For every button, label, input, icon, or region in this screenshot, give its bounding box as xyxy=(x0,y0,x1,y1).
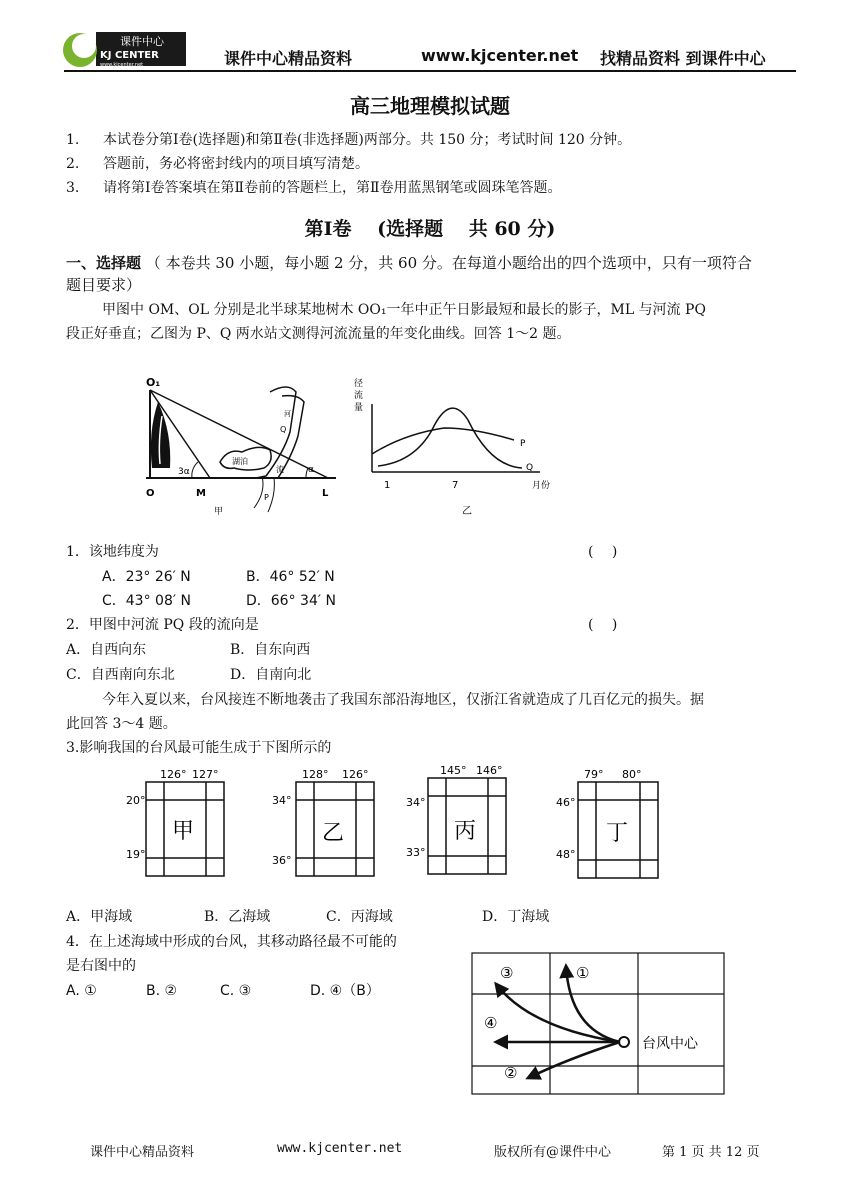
q2-stem: 2．甲图中河流 PQ 段的流向是 xyxy=(66,617,259,633)
yi-p: P xyxy=(520,439,526,449)
label-l: L xyxy=(322,488,329,499)
caption-yi: 乙 xyxy=(462,506,472,517)
grid-yi-lat2: 36° xyxy=(272,854,292,867)
figure-jia xyxy=(138,372,344,520)
header-rule xyxy=(64,70,796,72)
grid-jia-name: 甲 xyxy=(172,819,195,844)
header-left: 课件中心精品资料 xyxy=(224,49,353,68)
instruction-num-3: 3. xyxy=(66,180,80,196)
grid-yi-name: 乙 xyxy=(322,821,345,846)
label-q: Q xyxy=(280,425,287,434)
grid-bing-lat2: 33° xyxy=(406,846,426,859)
q2-option-c: C．自西南向东北 xyxy=(66,667,175,683)
grid-yi-lat1: 34° xyxy=(272,794,292,807)
footer-left: 课件中心精品资料 xyxy=(90,1145,195,1160)
grid-bing-top1: 145° xyxy=(440,764,467,777)
path-2-label: ② xyxy=(504,1064,518,1082)
label-lake: 湖泊 xyxy=(232,457,248,466)
q4-option-c: C. ③ xyxy=(220,983,252,999)
instruction-text-3: 请将第Ⅰ卷答案填在第Ⅱ卷前的答题栏上，第Ⅱ卷用蓝黑钢笔或圆珠笔答题。 xyxy=(103,180,562,196)
caption-jia: 甲 xyxy=(214,507,224,517)
logo-text: 课件中心 xyxy=(120,35,164,48)
yi-ylabel-1: 径 xyxy=(354,379,364,389)
q4-option-d: D. ④（B） xyxy=(310,983,380,999)
label-a: α xyxy=(308,465,314,475)
passage-1-line-1: 甲图中 OM、OL 分别是北半球某地树木 OO₁一年中正午日影最短和最长的影子，ML 与河流 PQ xyxy=(102,302,706,318)
section-heading: 第Ⅰ卷 (选择题 共 60 分) xyxy=(304,218,556,240)
yi-ylabel-3: 量 xyxy=(354,403,364,413)
label-m: M xyxy=(196,488,206,499)
q4-option-b: B. ② xyxy=(146,983,178,999)
typhoon-path-figure xyxy=(470,950,726,1096)
q3-option-b: B．乙海域 xyxy=(204,909,271,925)
label-p: P xyxy=(264,493,269,502)
grid-bing-lat1: 34° xyxy=(406,796,426,809)
typhoon-center-label: 台风中心 xyxy=(642,1036,698,1052)
q1-option-c: C．43° 08′ N xyxy=(102,593,191,609)
footer-copyright: 版权所有@课件中心 xyxy=(494,1145,612,1160)
part-description: （ 本卷共 30 小题，每小题 2 分，共 60 分。在每道小题给出的四个选项中，只有一项符合 xyxy=(145,254,752,272)
label-o1: O₁ xyxy=(146,376,161,389)
q1-stem: 1．该地纬度为 xyxy=(66,544,159,560)
path-4-label: ④ xyxy=(484,1014,498,1032)
grid-ding-top1: 79° xyxy=(584,768,604,781)
grid-yi-top1: 128° xyxy=(302,768,329,781)
q2-bracket: ( ) xyxy=(588,617,618,633)
grid-ding-top2: 80° xyxy=(622,768,642,781)
logo-url: www.kjcenter.net xyxy=(100,62,144,68)
q1-option-a: A．23° 26′ N xyxy=(102,569,191,585)
q3-grids xyxy=(120,760,680,888)
q3-option-a: A．甲海域 xyxy=(66,909,133,925)
figure-yi xyxy=(354,374,564,520)
label-river: 河 xyxy=(284,410,291,418)
q4-option-a: A. ① xyxy=(66,983,97,999)
yi-ylabel-2: 流 xyxy=(354,391,364,401)
instruction-num-2: 2. xyxy=(66,156,80,172)
instruction-text-2: 答题前，务必将密封线内的项目填写清楚。 xyxy=(103,156,369,172)
grid-jia-top1: 126° xyxy=(160,768,187,781)
q2-option-b: B．自东向西 xyxy=(230,642,311,658)
grid-ding-lat2: 48° xyxy=(556,848,576,861)
passage-2-line-1: 今年入夏以来，台风接连不断地袭击了我国东部沿海地区，仅浙江省就造成了几百亿元的损失。据 xyxy=(102,692,704,708)
page-title: 高三地理模拟试题 xyxy=(350,94,510,118)
q3-stem: 3.影响我国的台风最可能生成于下图所示的 xyxy=(66,740,332,756)
q2-option-a: A．自西向东 xyxy=(66,642,147,658)
header-site: www.kjcenter.net xyxy=(421,46,579,65)
header-right: 找精品资料 到课件中心 xyxy=(600,49,766,68)
q4-stem-line-2: 是右图中的 xyxy=(66,958,136,974)
part-label: 一、选择题 xyxy=(66,254,142,272)
q1-option-b: B．46° 52′ N xyxy=(246,569,335,585)
label-o: O xyxy=(146,488,155,499)
q1-option-d: D．66° 34′ N xyxy=(246,593,336,609)
q3-option-d: D．丁海域 xyxy=(482,909,550,925)
grid-ding-name: 丁 xyxy=(606,821,629,846)
logo xyxy=(58,28,188,70)
grid-bing-name: 丙 xyxy=(454,819,477,844)
grid-ding-lat1: 46° xyxy=(556,796,576,809)
instruction-num-1: 1. xyxy=(66,132,80,148)
yi-q: Q xyxy=(526,463,534,473)
label-3a: 3α xyxy=(178,467,190,477)
grid-jia-top2: 127° xyxy=(192,768,219,781)
footer-page-number: 第 1 页 共 12 页 xyxy=(662,1145,760,1160)
grid-bing-top2: 146° xyxy=(476,764,503,777)
grid-yi xyxy=(272,768,374,876)
q4-stem-line-1: 4．在上述海域中形成的台风，其移动路径最不可能的 xyxy=(66,934,397,950)
logo-sub: KJ CENTER xyxy=(100,50,159,61)
instruction-text-1: 本试卷分第Ⅰ卷(选择题)和第Ⅱ卷(非选择题)两部分。共 150 分；考试时间 120 分钟。 xyxy=(103,132,632,148)
grid-ding xyxy=(556,768,658,878)
grid-jia xyxy=(126,768,224,876)
q2-option-d: D．自南向北 xyxy=(230,667,312,683)
passage-1-line-2: 段正好垂直；乙图为 P、Q 两水站文测得河流流量的年变化曲线。回答 1～2 题。 xyxy=(66,326,571,342)
path-1-label: ① xyxy=(576,964,590,982)
yi-x1: 1 xyxy=(384,480,391,491)
grid-bing xyxy=(406,764,506,874)
passage-2-line-2: 此回答 3～4 题。 xyxy=(66,716,177,732)
footer-site: www.kjcenter.net xyxy=(277,1141,403,1156)
yi-xunit: 月份 xyxy=(532,481,551,491)
label-flow: 流 xyxy=(276,465,284,474)
grid-jia-lat1: 20° xyxy=(126,794,146,807)
grid-yi-top2: 126° xyxy=(342,768,369,781)
grid-jia-lat2: 19° xyxy=(126,848,146,861)
yi-x7: 7 xyxy=(452,480,459,491)
path-3-label: ③ xyxy=(500,964,514,982)
q3-option-c: C．丙海域 xyxy=(326,909,393,925)
part-description-cont: 题目要求） xyxy=(66,276,142,294)
q1-bracket: ( ) xyxy=(588,544,618,560)
